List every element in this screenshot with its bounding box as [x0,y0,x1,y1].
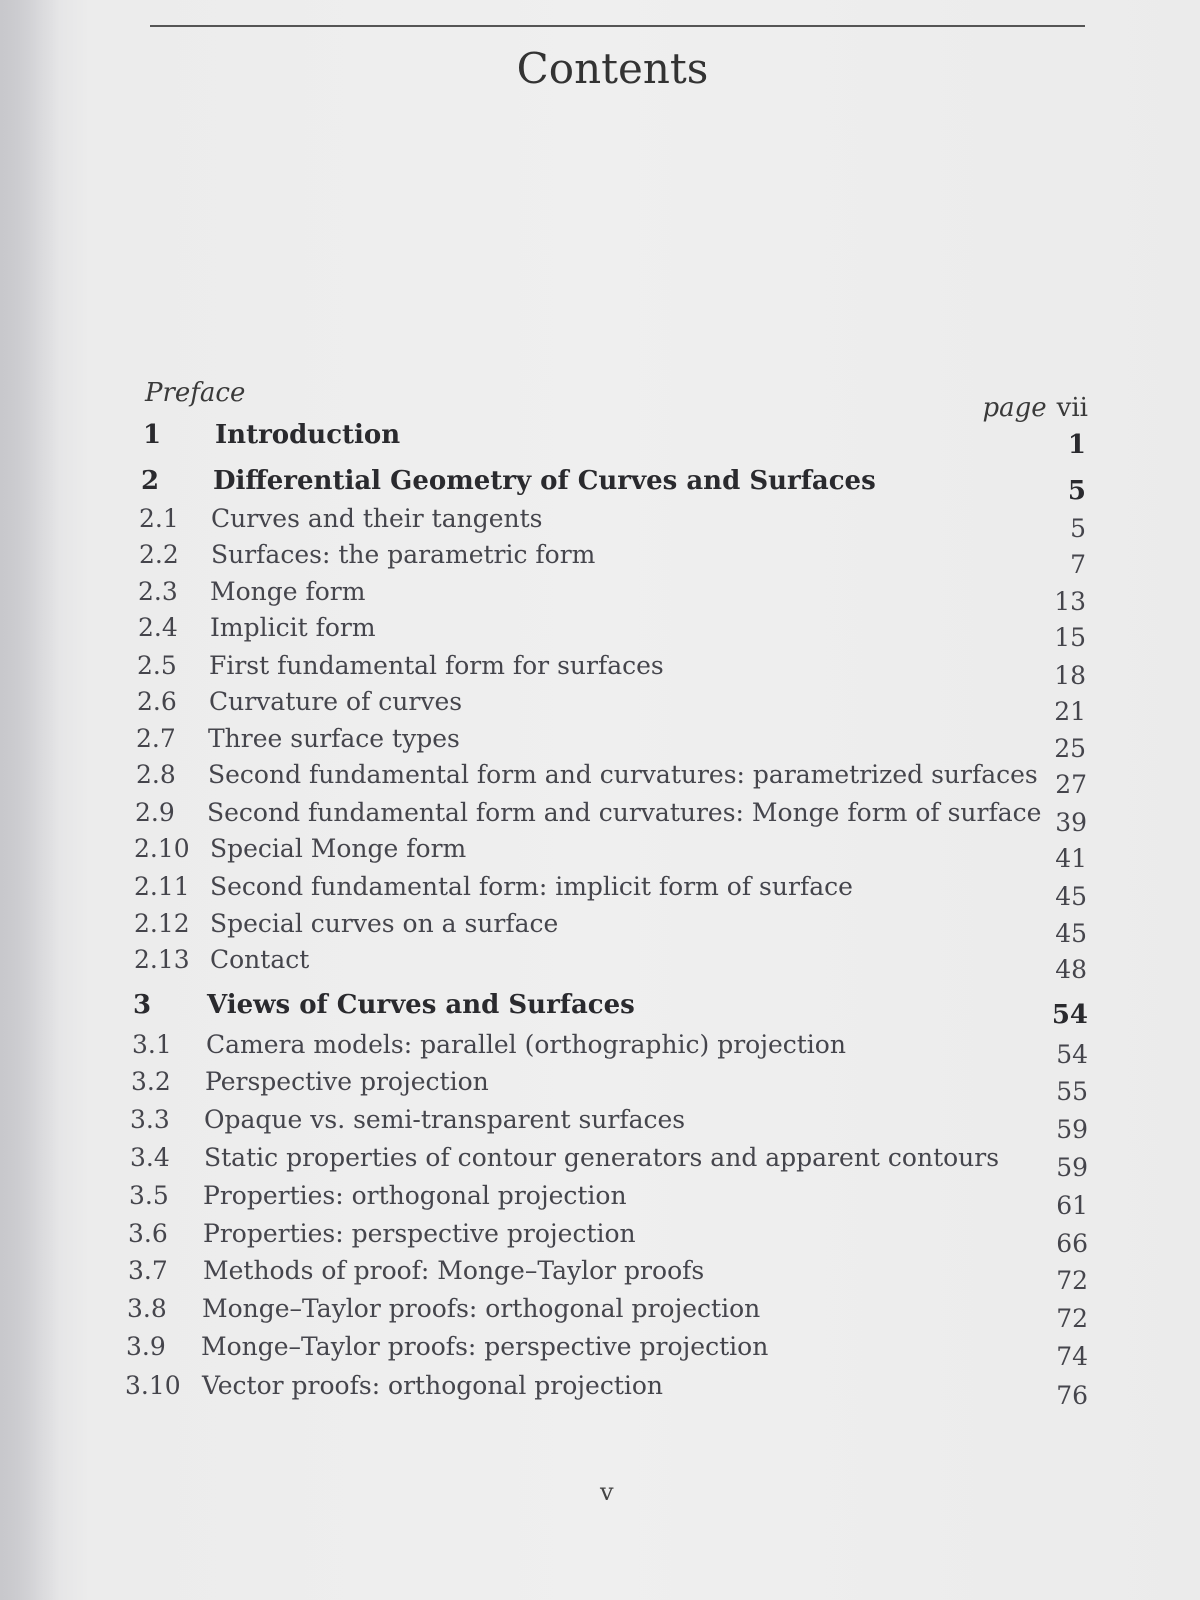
toc-entry-page: 7 [1070,550,1086,579]
toc-entry-page: 72 [1056,1266,1088,1295]
toc-entry-title: First fundamental form for surfaces [209,651,664,680]
toc-entry-number: 3.7 [128,1256,168,1285]
toc-entry-title: Camera models: parallel (orthographic) projection [206,1030,846,1059]
toc-entry-page: 61 [1056,1191,1088,1220]
toc-section-entry [136,760,1087,799]
toc-entry-title: Properties: orthogonal projection [203,1181,627,1210]
toc-entry-number: 2.8 [136,760,176,789]
page-folio: v [600,1478,614,1506]
toc-entry-title: Second fundamental form and curvatures: Monge form of surface [207,798,1042,827]
toc-entry-title: Implicit form [210,613,376,642]
toc-entry-number: 2.13 [134,945,190,974]
toc-entry-page: 54 [1051,1000,1088,1030]
toc-entry-page: 39 [1055,808,1087,837]
toc-section-entry [134,872,1087,911]
toc-entry-title: Vector proofs: orthogonal projection [202,1371,664,1400]
toc-entry-number: 2.10 [134,834,190,863]
preface-page-number: vii [1056,393,1088,423]
toc-entry-number: 2.11 [134,872,190,901]
toc-entry-title: Static properties of contour generators and apparent contours [204,1143,1000,1172]
toc-section-entry [137,687,1086,726]
toc-entry-title: Special curves on a surface [210,909,559,938]
binding-shadow [0,0,60,1600]
toc-entry-number: 3 [133,990,152,1020]
toc-entry-title: Properties: perspective projection [203,1219,636,1248]
toc-section-entry [127,1294,1088,1333]
toc-entry-page: 21 [1054,697,1086,726]
toc-entry-title: Views of Curves and Surfaces [207,990,635,1020]
toc-section-entry [138,577,1086,616]
toc-section-entry [138,613,1086,652]
toc-entry-title: Special Monge form [210,834,467,863]
toc-section-entry [128,1219,1088,1258]
toc-entry-title: Curves and their tangents [211,504,543,533]
toc-section-entry [130,1105,1088,1144]
toc-entry-number: 2.7 [136,724,176,753]
toc-entry-number: 3.6 [128,1219,168,1248]
toc-entry-page: 5 [1070,514,1086,543]
toc-entry-page: 55 [1056,1077,1088,1106]
toc-section-entry [131,1067,1088,1106]
toc-entry-page: 18 [1054,661,1086,690]
toc-entry-number: 3.9 [126,1332,166,1361]
toc-entry-number: 2.4 [138,613,178,642]
page-title: Contents [516,44,709,93]
toc-entry-number: 2.12 [134,909,190,938]
toc-entry-page: 54 [1056,1040,1088,1069]
toc-entry-title: Monge–Taylor proofs: orthogonal projection [202,1294,761,1323]
toc-entry-title: Monge form [210,577,366,606]
toc-chapter-entry [133,990,1088,1030]
toc-entry-page: 15 [1054,623,1086,652]
toc-entry-title: Monge–Taylor proofs: perspective projection [201,1332,769,1361]
toc-section-entry [134,945,1087,984]
toc-entry-title: Contact [210,945,310,974]
toc-entry-number: 2 [141,466,160,496]
toc-entry-page: 76 [1056,1381,1088,1410]
toc-section-entry [128,1256,1088,1295]
toc-entry-number: 2.6 [137,687,177,716]
toc-entry-number: 2.1 [139,504,179,533]
toc-section-entry [139,504,1086,543]
toc-section-entry [139,540,1086,579]
toc-entry-page: 66 [1056,1229,1088,1258]
toc-entry-page: 5 [1067,476,1086,506]
toc-entry-title: Opaque vs. semi-transparent surfaces [204,1105,686,1134]
toc-section-entry [135,798,1087,837]
toc-entry-title: Perspective projection [205,1067,489,1096]
toc-entry-title: Introduction [215,420,401,450]
toc-section-entry [130,1143,1088,1182]
toc-entry-number: 3.2 [131,1067,171,1096]
toc-entry-page: 74 [1056,1342,1088,1371]
toc-entry-page: 59 [1056,1115,1088,1144]
toc-entry-page: 41 [1055,844,1087,873]
toc-entry-page: 27 [1055,770,1087,799]
toc-entry-title: Second fundamental form and curvatures: parametrized surfaces [208,760,1038,789]
toc-section-entry [125,1371,1088,1410]
toc-entry-page: 45 [1055,919,1087,948]
toc-entry-page: 72 [1056,1304,1088,1333]
toc-entry-title: Surfaces: the parametric form [211,540,596,569]
toc-entry-page: 59 [1056,1153,1088,1182]
toc-entry-title: Methods of proof: Monge–Taylor proofs [203,1256,705,1285]
toc-entry-number: 3.4 [130,1143,170,1172]
toc-chapter-entry [143,420,1086,460]
toc-section-entry [129,1181,1088,1220]
toc-entry-page: 25 [1054,734,1086,763]
preface-label: Preface [145,378,246,408]
toc-entry-page: 48 [1055,955,1087,984]
toc-section-entry [126,1332,1088,1371]
preface-page-ref [982,393,1088,423]
toc-entry-number: 2.3 [138,577,178,606]
toc-entry-number: 3.8 [127,1294,167,1323]
toc-entry-title: Second fundamental form: implicit form of surface [210,872,853,901]
toc-entry-number: 2.9 [135,798,175,827]
toc-entry-number: 1 [143,420,162,450]
toc-entry-number: 3.3 [130,1105,170,1134]
toc-section-entry [134,834,1087,873]
toc-entry-title: Differential Geometry of Curves and Surfaces [213,466,876,496]
toc-entry-page: 13 [1054,587,1086,616]
toc-section-entry [132,1030,1088,1069]
toc-entry-number: 2.2 [139,540,179,569]
toc-entry-number: 3.5 [129,1181,169,1210]
toc-entry-page: 45 [1055,882,1087,911]
toc-entry-number: 3.10 [125,1371,181,1400]
toc-entry-number: 2.5 [137,651,177,680]
toc-chapter-entry [141,466,1086,506]
page-word: page [982,393,1047,423]
toc-entry-number: 3.1 [132,1030,172,1059]
toc-section-entry [136,724,1086,763]
toc-section-entry [137,651,1086,690]
toc-entry-page: 1 [1067,430,1086,460]
toc-section-entry [134,909,1087,948]
toc-entry-title: Three surface types [208,724,460,753]
header-rule [150,25,1085,27]
toc-entry-title: Curvature of curves [209,687,463,716]
